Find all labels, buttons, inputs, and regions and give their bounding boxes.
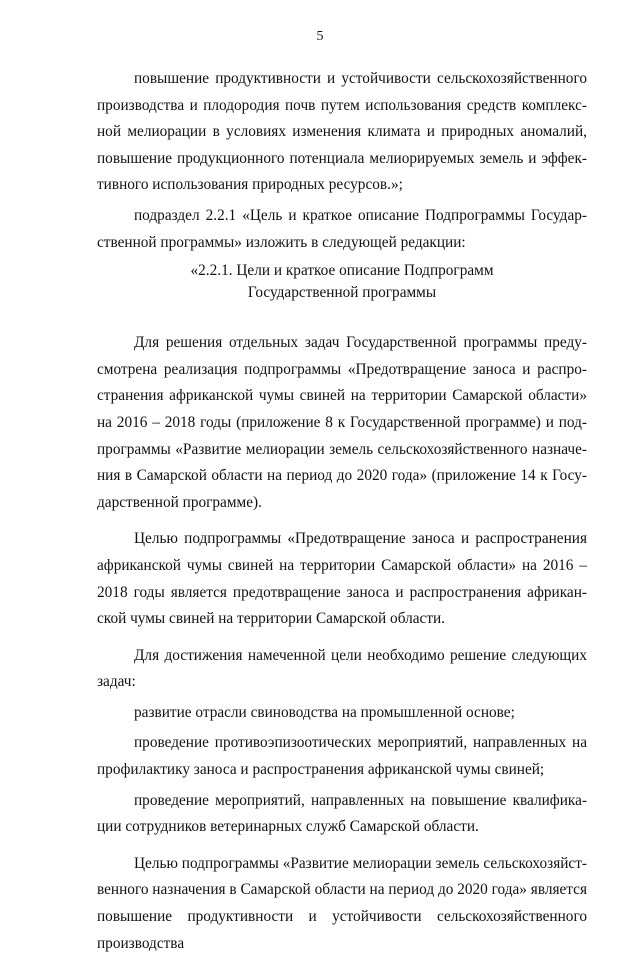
section-heading-line-2: Государственной программы bbox=[247, 284, 437, 302]
paragraph-task-1: развитие отрасли свиноводства на промышленной основе; bbox=[134, 703, 515, 721]
paragraph-asf-goal: Целью подпрограммы «Предотвращение заноса и распространения африканской чумы свиней на территории Самарской области» на 2016 – 2018 годы является предотвращение заноса и распространения африканской чумы свиней на территории Самарской области. bbox=[97, 530, 587, 628]
paragraph-subsection-instruction: подраздел 2.2.1 «Цель и краткое описание Подпрограммы Государственной программы» изложить в следующей редакции: bbox=[97, 206, 587, 251]
section-heading bbox=[97, 260, 587, 304]
paragraph-task-3: проведение мероприятий, направленных на повышение квалификации сотрудников ветеринарных служб Самарской области. bbox=[97, 791, 587, 836]
paragraph-task-2: проведение противоэпизоотических мероприятий, направленных на профилактику заноса и распространения африканской чумы свиней; bbox=[97, 734, 587, 779]
paragraph-continuation: повышение продуктивности и устойчивости сельскохозяйственного производства и плодородия почв путем использования средств комплексной мелиорации в условиях изменения климата и природных аномалий, повышение продукционного потенциала мелиорируемых земель и эффективного использования природных ресурсов.»; bbox=[97, 70, 587, 194]
heading-spacer bbox=[97, 304, 587, 330]
paragraph-subprograms-intro: Для решения отдельных задач Государственной программы предусмотрена реализация подпрограммы «Предотвращение заноса и распространения африканской чумы свиней на территории Самарской области» на 2016 – 2018 годы (приложение 8 к Государственной программе) и подпрограммы «Развитие мелиорации земель сельскохозяйственного назначения в Самарской области на период до 2020 года» (приложение 14 к Государственной программе). bbox=[97, 334, 587, 511]
section-heading-line-1: «2.2.1. Цели и краткое описание Подпрограмм bbox=[190, 262, 494, 280]
page-number: 5 bbox=[316, 29, 324, 44]
paragraph-tasks-intro: Для достижения намеченной цели необходимо решение следующих задач: bbox=[97, 646, 587, 691]
document-body bbox=[97, 66, 587, 957]
paragraph-melioration-goal: Целью подпрограммы «Развитие мелиорации земель сельскохозяйственного назначения в Самарской области на период до 2020 года» является повышение продуктивности и устойчивости сельскохозяйственного производства bbox=[97, 854, 587, 952]
